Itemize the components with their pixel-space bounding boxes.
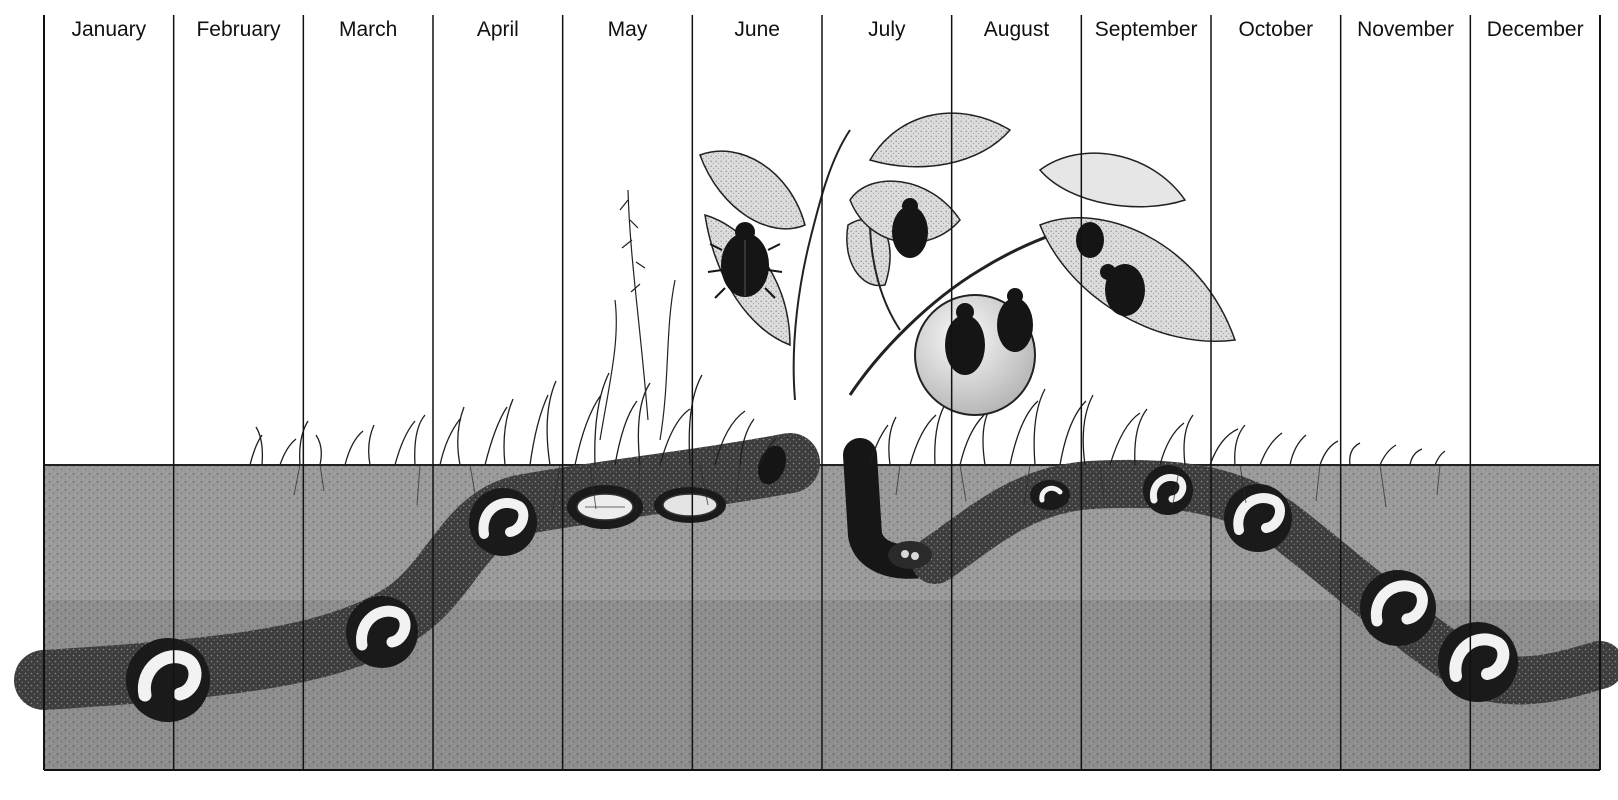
month-labels xyxy=(71,18,1583,41)
pupa-cell-may xyxy=(567,485,643,529)
adult-beetle-leaf-top xyxy=(1076,222,1104,258)
month-label-february: February xyxy=(196,18,281,41)
month-label-march: March xyxy=(338,18,398,41)
grub-cell-november xyxy=(1360,570,1436,646)
month-label-april: April xyxy=(476,18,519,41)
pupa-cell-june xyxy=(654,487,726,523)
grub-cell-august xyxy=(1030,480,1070,510)
egg-cell-july xyxy=(888,541,932,569)
grub-cell-april xyxy=(469,488,537,556)
adult-beetle-fruit-2 xyxy=(997,288,1033,352)
grub-cell-september xyxy=(1143,465,1193,515)
leaf xyxy=(700,151,805,229)
fruit-branch xyxy=(850,113,1235,415)
month-label-september: September xyxy=(1094,18,1198,41)
month-label-june: June xyxy=(734,18,780,41)
month-label-august: August xyxy=(983,18,1050,41)
month-label-november: November xyxy=(1357,18,1454,41)
june-plant xyxy=(700,130,890,400)
leaf xyxy=(1040,153,1185,207)
grub-cell-march xyxy=(346,596,418,668)
month-label-may: May xyxy=(607,18,648,41)
grub-cell-october xyxy=(1224,484,1292,552)
adult-beetle-september xyxy=(1100,264,1145,316)
month-label-july: July xyxy=(868,18,906,41)
tall-grass-stalk xyxy=(600,190,675,440)
month-label-january: January xyxy=(71,18,147,41)
grub-cell-january xyxy=(126,638,210,722)
month-label-october: October xyxy=(1238,18,1314,41)
grub-cell-december xyxy=(1438,622,1518,702)
leaf xyxy=(870,113,1010,167)
month-label-december: December xyxy=(1486,18,1584,41)
